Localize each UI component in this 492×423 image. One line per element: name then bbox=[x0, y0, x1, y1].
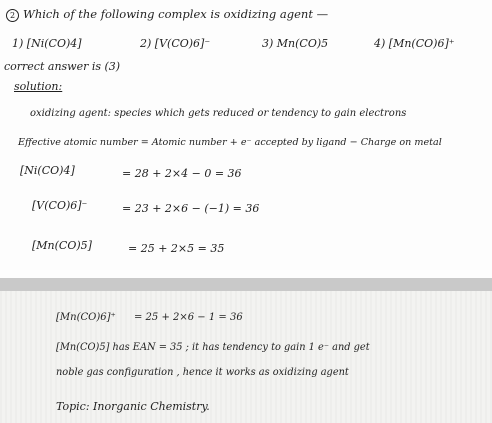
ean-rule: Effective atomic number = Atomic number + e⁻ accepted by ligand − Charge on metal bbox=[18, 137, 442, 148]
question-text: Which of the following complex is oxidizing agent — bbox=[23, 7, 329, 21]
option-2-formula: [V(CO)6]⁻ bbox=[154, 37, 211, 50]
option-4-formula: [Mn(CO)6]⁺ bbox=[388, 37, 455, 50]
conclusion-line-2: noble gas configuration , hence it works as oxidizing agent bbox=[56, 367, 349, 378]
option-2-label: 2) bbox=[140, 37, 152, 50]
question-line bbox=[6, 8, 328, 22]
calc-ni-complex: [Ni(CO)4] bbox=[20, 164, 75, 177]
option-1-formula: [Ni(CO)4] bbox=[26, 37, 82, 50]
option-3-label: 3) bbox=[262, 37, 274, 50]
solution-heading: solution: bbox=[14, 80, 63, 93]
calc-v-complex: [V(CO)6]⁻ bbox=[32, 199, 88, 212]
calc-mn6-complex: [Mn(CO)6]⁺ bbox=[56, 312, 116, 323]
option-4 bbox=[374, 37, 455, 50]
option-2 bbox=[140, 37, 210, 50]
option-3 bbox=[262, 37, 328, 50]
option-1 bbox=[12, 37, 82, 50]
option-4-label: 4) bbox=[374, 37, 386, 50]
calc-mn6-equation: = 25 + 2×6 − 1 = 36 bbox=[134, 312, 243, 323]
question-number: 2 bbox=[6, 9, 19, 22]
conclusion-line-1: [Mn(CO)5] has EAN = 35 ; it has tendency to gain 1 e⁻ and get bbox=[56, 342, 370, 353]
calc-ni-equation: = 28 + 2×4 − 0 = 36 bbox=[122, 167, 242, 180]
page-bottom bbox=[0, 291, 492, 423]
correct-answer: correct answer is (3) bbox=[4, 60, 121, 73]
option-1-label: 1) bbox=[12, 37, 24, 50]
option-3-formula: Mn(CO)5 bbox=[276, 37, 329, 50]
page-divider bbox=[0, 278, 492, 291]
calc-v-equation: = 23 + 2×6 − (−1) = 36 bbox=[122, 202, 260, 215]
oxidizing-agent-definition: oxidizing agent: species which gets reduced or tendency to gain electrons bbox=[30, 108, 407, 119]
topic: Topic: Inorganic Chemistry. bbox=[56, 400, 210, 413]
calc-mn-equation: = 25 + 2×5 = 35 bbox=[128, 242, 225, 255]
calc-mn-complex: [Mn(CO)5] bbox=[32, 239, 92, 252]
